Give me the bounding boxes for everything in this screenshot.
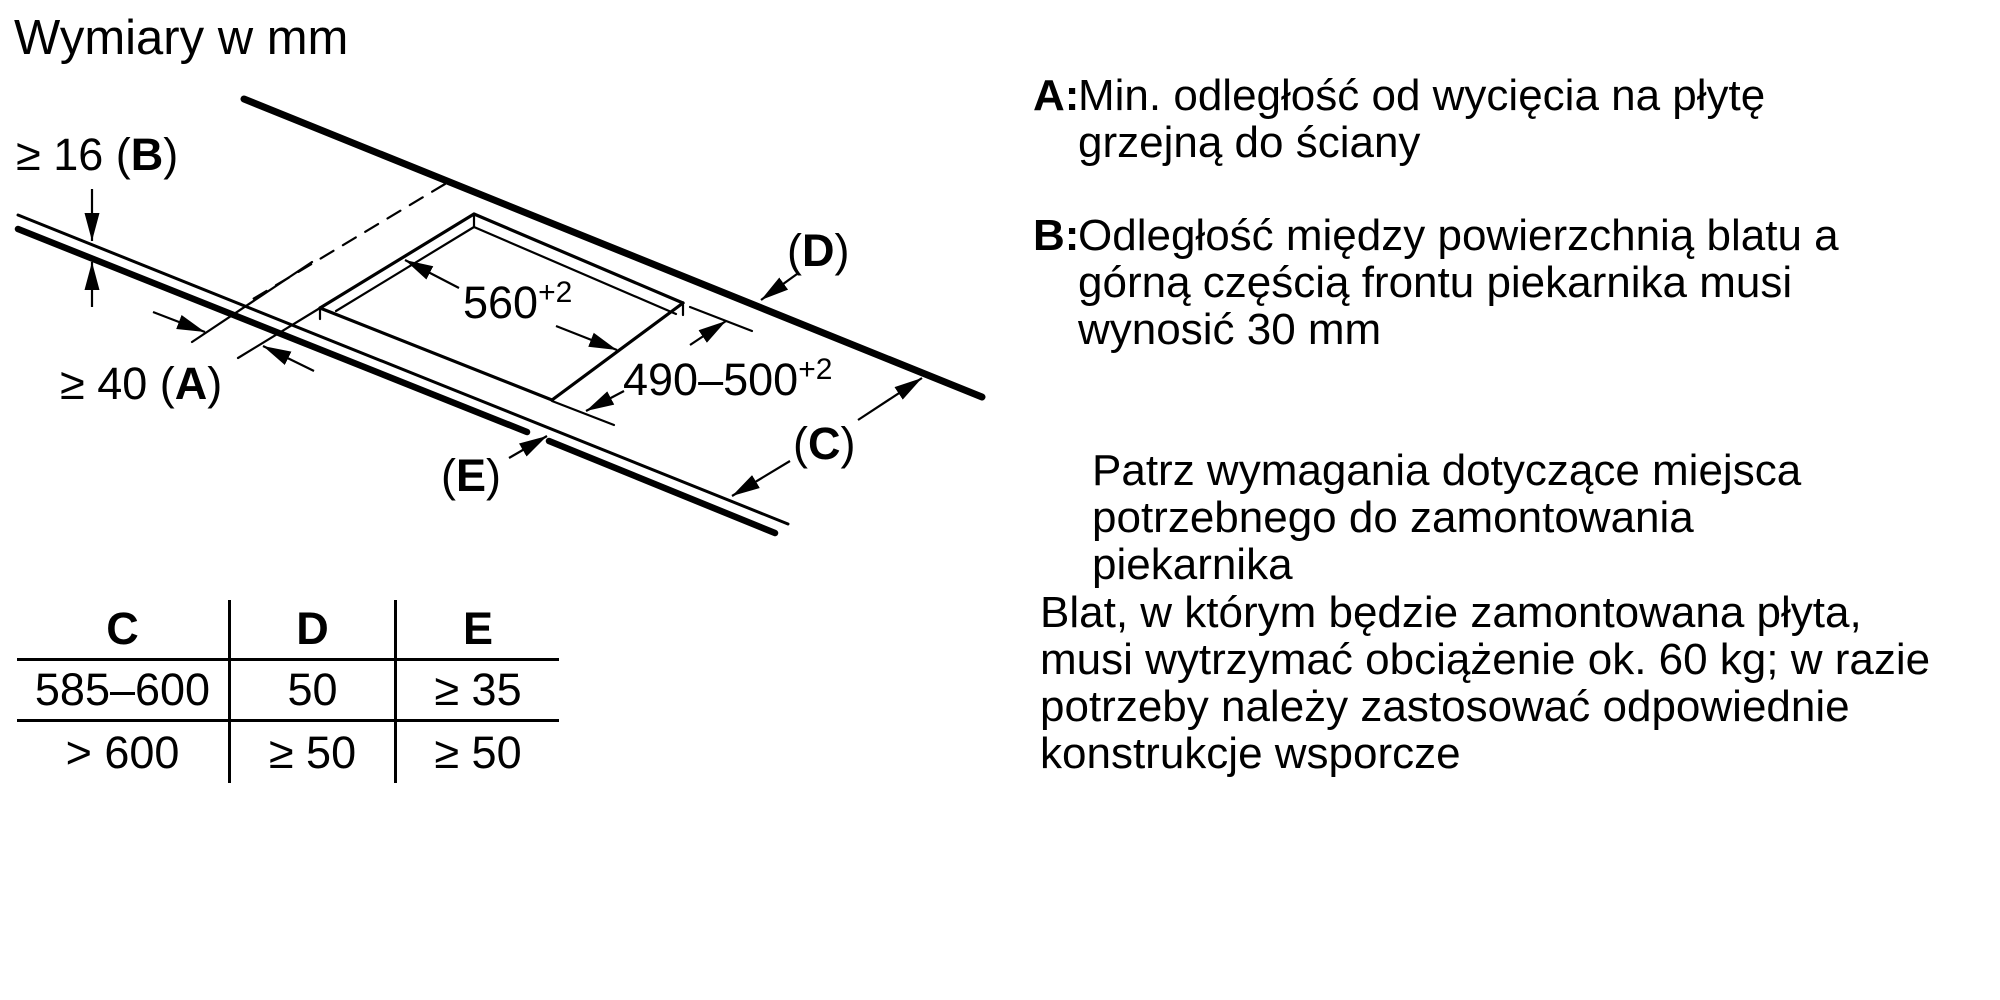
e-pointer-arrow: [509, 436, 547, 458]
table-cell-c1: 585–600: [17, 660, 230, 721]
worktop-front-edge-bottom-line-right: [549, 441, 775, 533]
note-line: Odległość między powierzchnią blatu a: [1078, 211, 1839, 260]
table-cell-e1: ≥ 35: [396, 660, 560, 721]
note-line: Patrz wymagania dotyczące miejsca: [1092, 446, 1802, 495]
table-header-row: [17, 600, 559, 660]
wall-distance-a-label: ≥ 40 (A): [60, 358, 223, 409]
table-header-e: E: [396, 600, 560, 660]
width-560-arrow-right: [556, 326, 617, 350]
wall-distance-a-arrow-left: [153, 312, 205, 332]
table-row: [17, 721, 559, 784]
note-worktop-load: [1040, 589, 1930, 777]
note-a: [1033, 72, 1765, 166]
cutout-edge-top-left: [320, 214, 474, 308]
wall-distance-a-arrow-right: [263, 346, 314, 371]
d-label: (D): [787, 225, 850, 276]
table-header-d: D: [230, 600, 396, 660]
c-pointer-arrow-bottom: [732, 461, 790, 496]
table-header-c: C: [17, 600, 230, 660]
note-line: musi wytrzymać obciążenie ok. 60 kg; w razie: [1040, 635, 1931, 684]
depth-dim-extension-top: [690, 307, 752, 331]
depth-dim-extension-bottom: [552, 401, 614, 425]
page-title: Wymiary w mm: [14, 11, 349, 65]
note-line: potrzeby należy zastosować odpowiednie: [1040, 682, 1850, 731]
note-oven-space: [1092, 447, 1801, 588]
table-row: [17, 660, 559, 721]
depth-490-arrow-top: [690, 321, 726, 345]
note-a-label: A:: [1033, 71, 1080, 120]
c-pointer-arrow-top: [858, 378, 922, 420]
table-cell-d2: ≥ 50: [230, 721, 396, 784]
note-line: Min. odległość od wycięcia na płytę: [1078, 71, 1766, 120]
c-label: (C): [793, 418, 856, 469]
note-line: piekarnika: [1092, 540, 1293, 589]
d-pointer-arrow: [761, 274, 797, 300]
table-cell-e2: ≥ 50: [434, 726, 522, 778]
side-wall-extension-line: [192, 262, 312, 342]
note-line: górną częścią frontu piekarnika musi: [1078, 258, 1793, 307]
note-b-label: B:: [1033, 211, 1080, 260]
diagram-labels: [16, 129, 856, 501]
depth-490-arrow-bottom: [586, 391, 624, 411]
cutout-inner-edge-left: [336, 227, 474, 311]
cutout-depth-dimension: $490-500^{+2}$: [623, 353, 833, 405]
note-line: Blat, w którym będzie zamontowana płyta,: [1040, 588, 1862, 637]
worktop-back-edge-line: [244, 99, 982, 397]
cutout-width-dimension: $560^{+2}$: [463, 276, 573, 328]
note-line: wynosić 30 mm: [1078, 305, 1382, 354]
table-cell-c2: > 600: [17, 721, 230, 784]
worktop-cutout-diagram: [0, 0, 1000, 560]
note-line: potrzebnego do zamontowania: [1092, 493, 1694, 542]
note-line: konstrukcje wsporcze: [1040, 729, 1461, 778]
e-label: (E): [441, 450, 502, 501]
table-cell-d1: 50: [230, 660, 396, 721]
width-560-arrow-left: [405, 260, 459, 288]
note-b: [1033, 212, 1839, 353]
dimension-table: [17, 600, 559, 783]
note-line: grzejną do ściany: [1078, 118, 1421, 167]
cutout-left-extension-line: [238, 308, 320, 358]
thickness-b-label: ≥ 16 (B): [16, 129, 179, 180]
